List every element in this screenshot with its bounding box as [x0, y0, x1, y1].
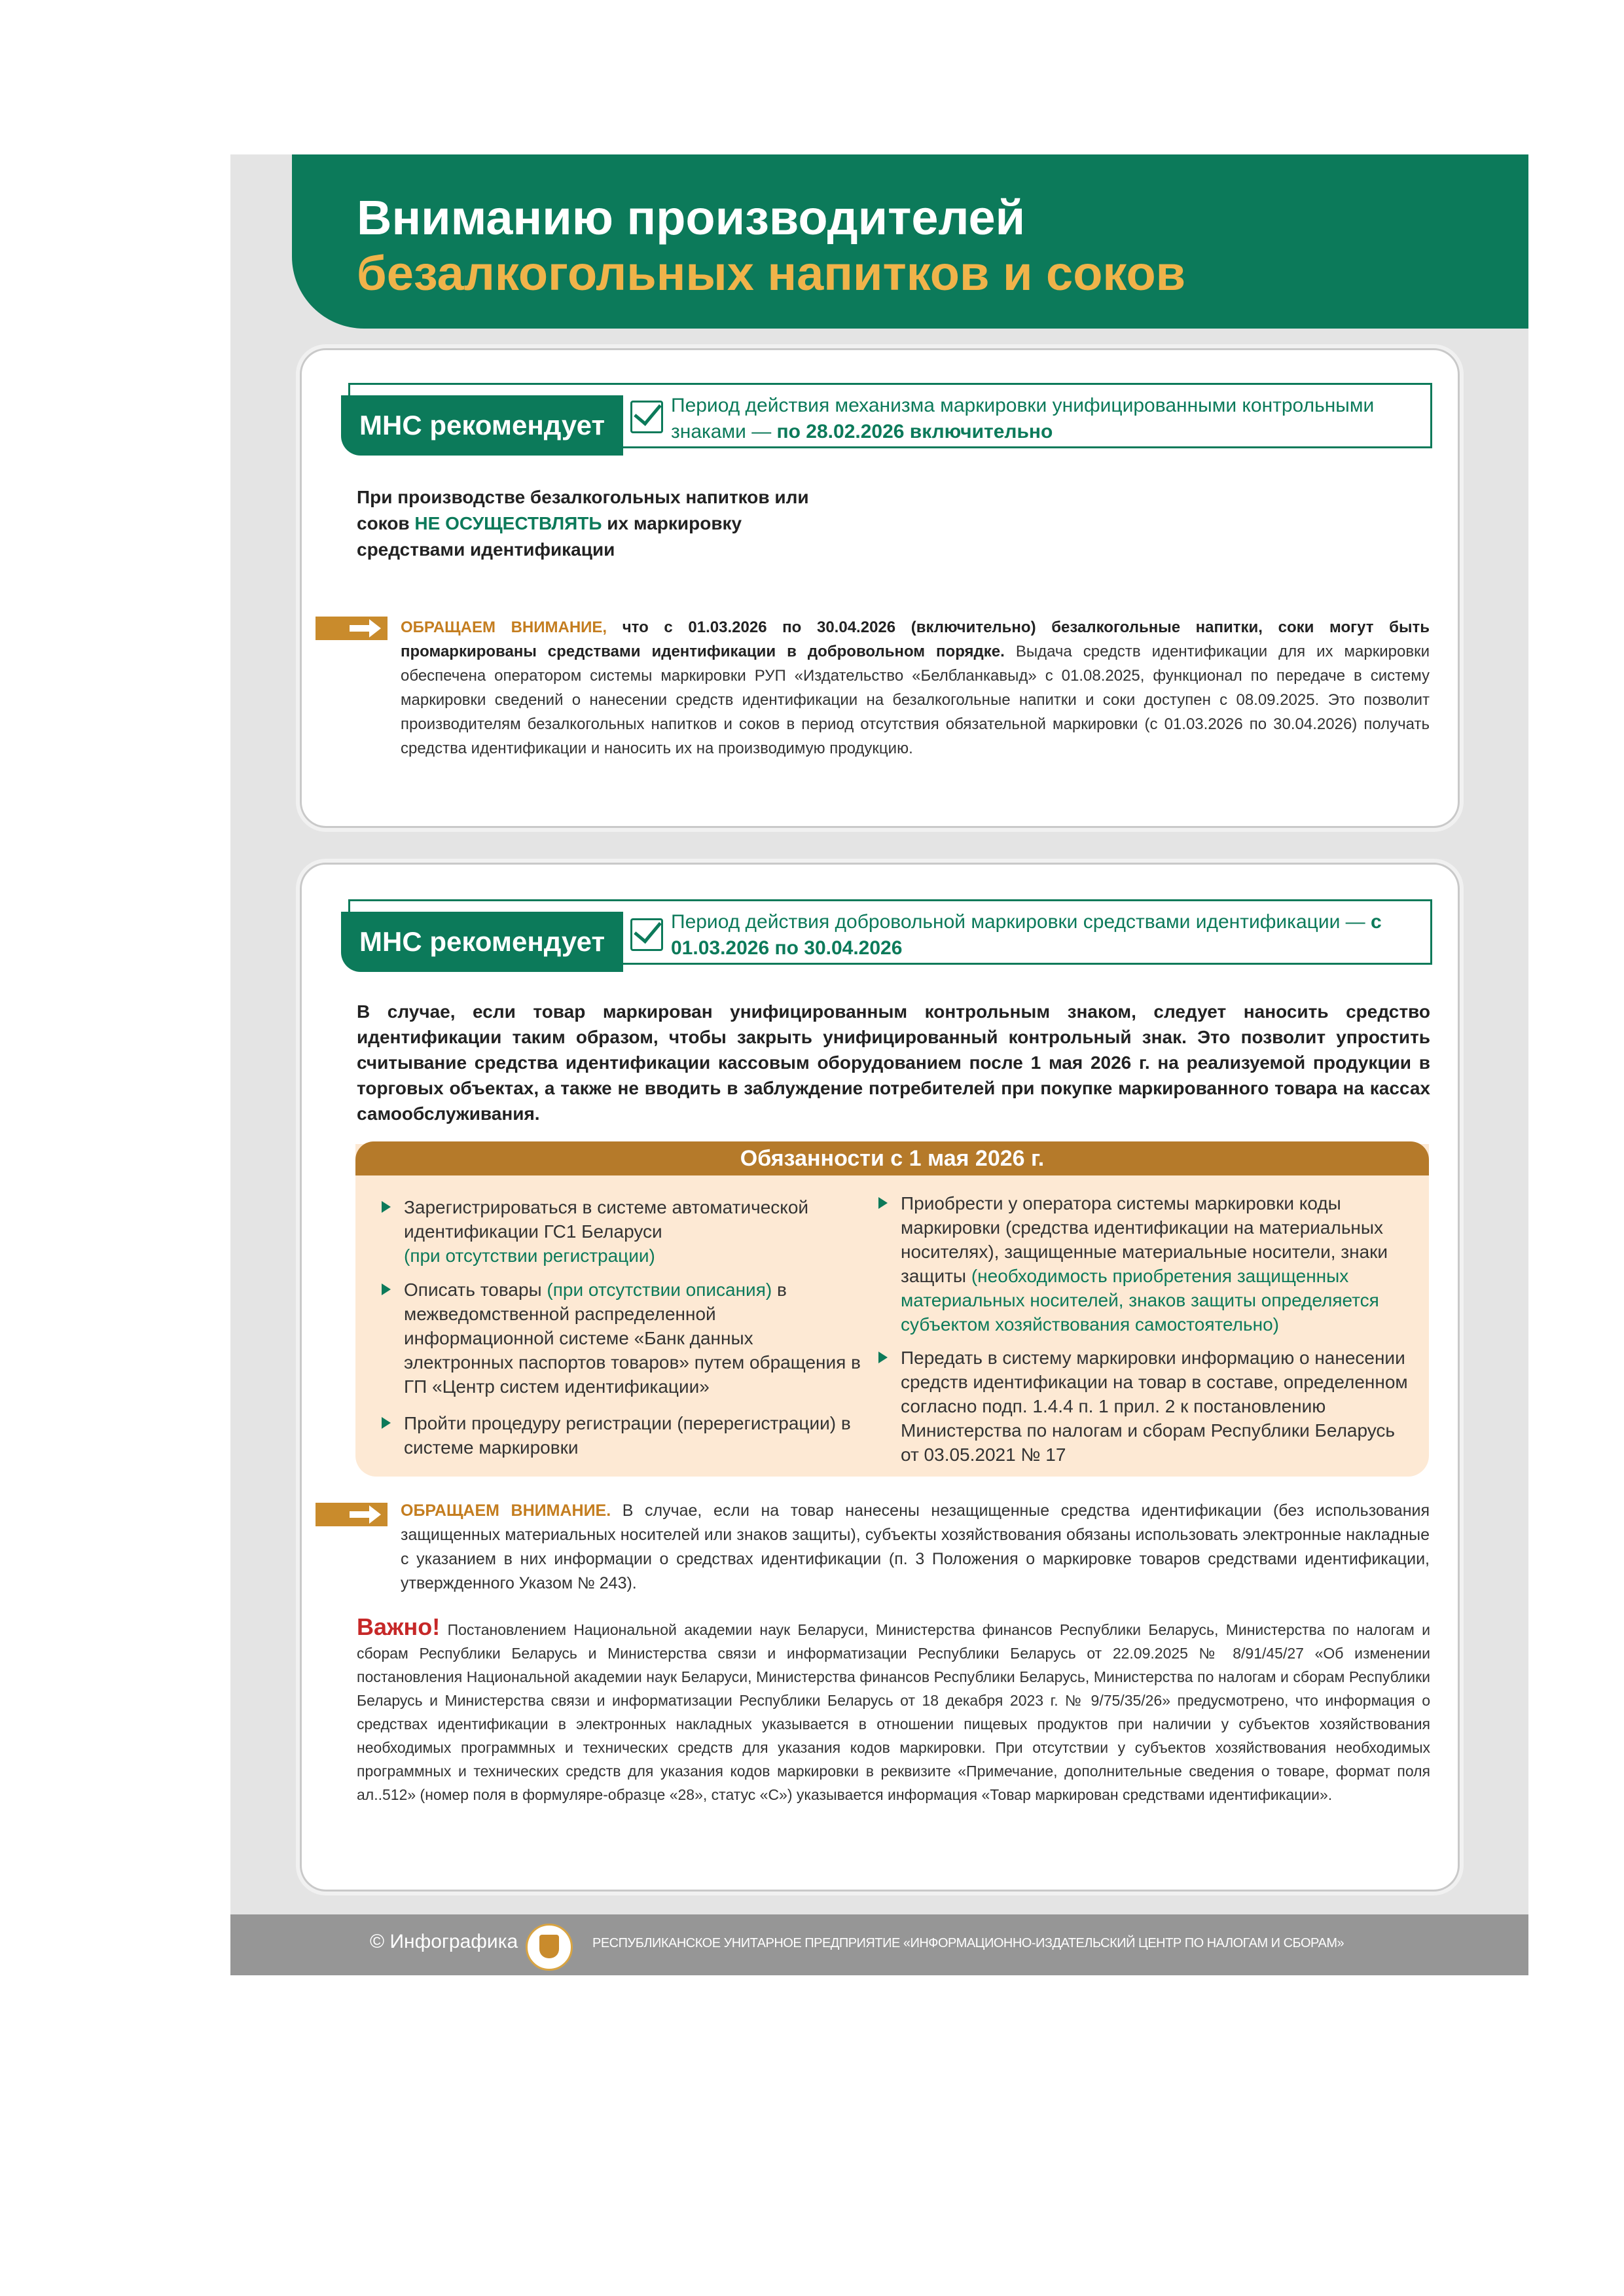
checkbox-icon: [630, 918, 663, 951]
footer-credit: © Инфографика: [370, 1931, 518, 1952]
page-subtitle: безалкогольных напитков и соков: [357, 246, 1186, 300]
arrow-icon: [316, 1503, 388, 1526]
duty-item: Приобрести у оператора системы маркировки коды маркировки (средства идентификации на материальных носителях), защищенные материальные носители, знаки защиты (необходимость приобретения защищенных материальных носителей, знаков защиты определяется субъектом хозяйствования самостоятельно): [901, 1191, 1411, 1336]
attention-note-1: ОБРАЩАЕМ ВНИМАНИЕ, что с 01.03.2026 по 30.04.2026 (включительно) безалкогольные напитки, соки могут быть промаркированы средствами идентификации в добровольном порядке. Выдача средств идентификации для их маркировки обеспечена оператором системы маркировки РУП «Издательство «Белбланкавыд» с 01.08.2025, функционал по передаче в систему маркировки сведений о нанесении средств идентификации на безалкогольные напитки и соки доступен с 08.09.2025. Это позволит производителям безалкогольных напитков и соков в период отсутствия обязательной маркировки (с 01.03.2026 по 30.04.2026) получать средства идентификации и наносить их на производимую продукцию.: [401, 619, 1430, 757]
footer-publisher: РЕСПУБЛИКАНСКОЕ УНИТАРНОЕ ПРЕДПРИЯТИЕ «ИНФОРМАЦИОННО-ИЗДАТЕЛЬСКИЙ ЦЕНТР ПО НАЛОГАМ И СБОРАМ»: [592, 1936, 1344, 1950]
duty-item: Пройти процедуру регистрации (перерегистрации) в системе маркировки: [404, 1411, 862, 1460]
mns-badge: МНС рекомендует: [341, 395, 623, 456]
duty-item: Зарегистрироваться в системе автоматической идентификации ГС1 Беларуси (при отсутствии регистрации): [404, 1195, 836, 1268]
important-note: Важно! Постановлением Национальной академии наук Беларуси, Министерства финансов Республики Беларусь, Министерства по налогам и сборам Республики Беларусь и Министерства связи и информатизации Республики Беларусь от 22.09.2025 № 8/91/45/27 «Об изменении постановления Национальной академии наук Беларуси, Министерства финансов Республики Беларусь, Министерства по налогам и сборам Республики Беларусь и Министерства связи и информатизации Республики Беларусь от 18 декабря 2023 г. № 9/75/35/26» предусмотрено, что информация о средствах идентификации в электронных накладных указывается в отношении пищевых продуктов при наличии у субъектов хозяйствования необходимых программных и технических средств для указания кодов маркировки. При отсутствии у субъектов хозяйствования необходимых программных и технических средств для указания кодов маркировки в реквизите «Примечание, дополнительные сведения о товаре, формат поля ал..512» (номер поля в формуляре-образце «28», статус «С») указывается информация «Товар маркирован средствами идентификации».: [357, 1613, 1430, 1803]
duties-title: Обязанности с 1 мая 2026 г.: [355, 1141, 1429, 1175]
page-title: Вниманию производителей: [357, 190, 1026, 245]
recommendation-banner-1: [348, 383, 1432, 448]
period-text: Период действия механизма маркировки унифицированными контрольными знаками — по 28.02.2026 включительно: [671, 395, 1375, 442]
checkbox-icon: [630, 401, 663, 433]
arrow-icon: [316, 617, 388, 640]
mns-badge: МНС рекомендует: [341, 912, 623, 972]
lead-text-1: При производстве безалкогольных напитков или соков НЕ ОСУЩЕСТВЛЯТЬ их маркировку средствами идентификации: [357, 487, 809, 560]
period-text: Период действия добровольной маркировки средствами идентификации — с 01.03.2026 по 30.04.2026: [671, 911, 1382, 959]
recommendation-banner-2: [348, 899, 1432, 965]
publisher-logo-icon: [526, 1924, 573, 1971]
duty-item: Описать товары (при отсутствии описания) в межведомственной распределенной информационной системе «Банк данных электронных паспортов товаров» путем обращения в ГП «Центр систем идентификации»: [404, 1278, 862, 1399]
attention-note-2: ОБРАЩАЕМ ВНИМАНИЕ. В случае, если на товар нанесены незащищенные средства идентификации (без использования защищенных материальных носителей или знаков защиты), субъекты хозяйствования обязаны использовать электронные накладные с указанием в них информации о средствах идентификации (п. 3 Положения о маркировке товаров средствами идентификации, утвержденного Указом № 243).: [401, 1501, 1430, 1592]
lead-text-2: В случае, если товар маркирован унифицированным контрольным знаком, следует наносить средство идентификации таким образом, чтобы закрыть унифицированный контрольный знак. Это позволит упростить считывание средства идентификации кассовым оборудованием после 1 мая 2026 г. на реализуемой продукции в торговых объектах, а также не вводить в заблуждение потребителей при покупке маркированного товара на кассах самообслуживания.: [357, 1001, 1430, 1124]
duty-item: Передать в систему маркировки информацию о нанесении средств идентификации на товар в составе, определенном согласно подп. 1.4.4 п. 1 прил. 2 к постановлению Министерства по налогам и сборам Республики Беларусь от 03.05.2021 № 17: [901, 1346, 1411, 1467]
